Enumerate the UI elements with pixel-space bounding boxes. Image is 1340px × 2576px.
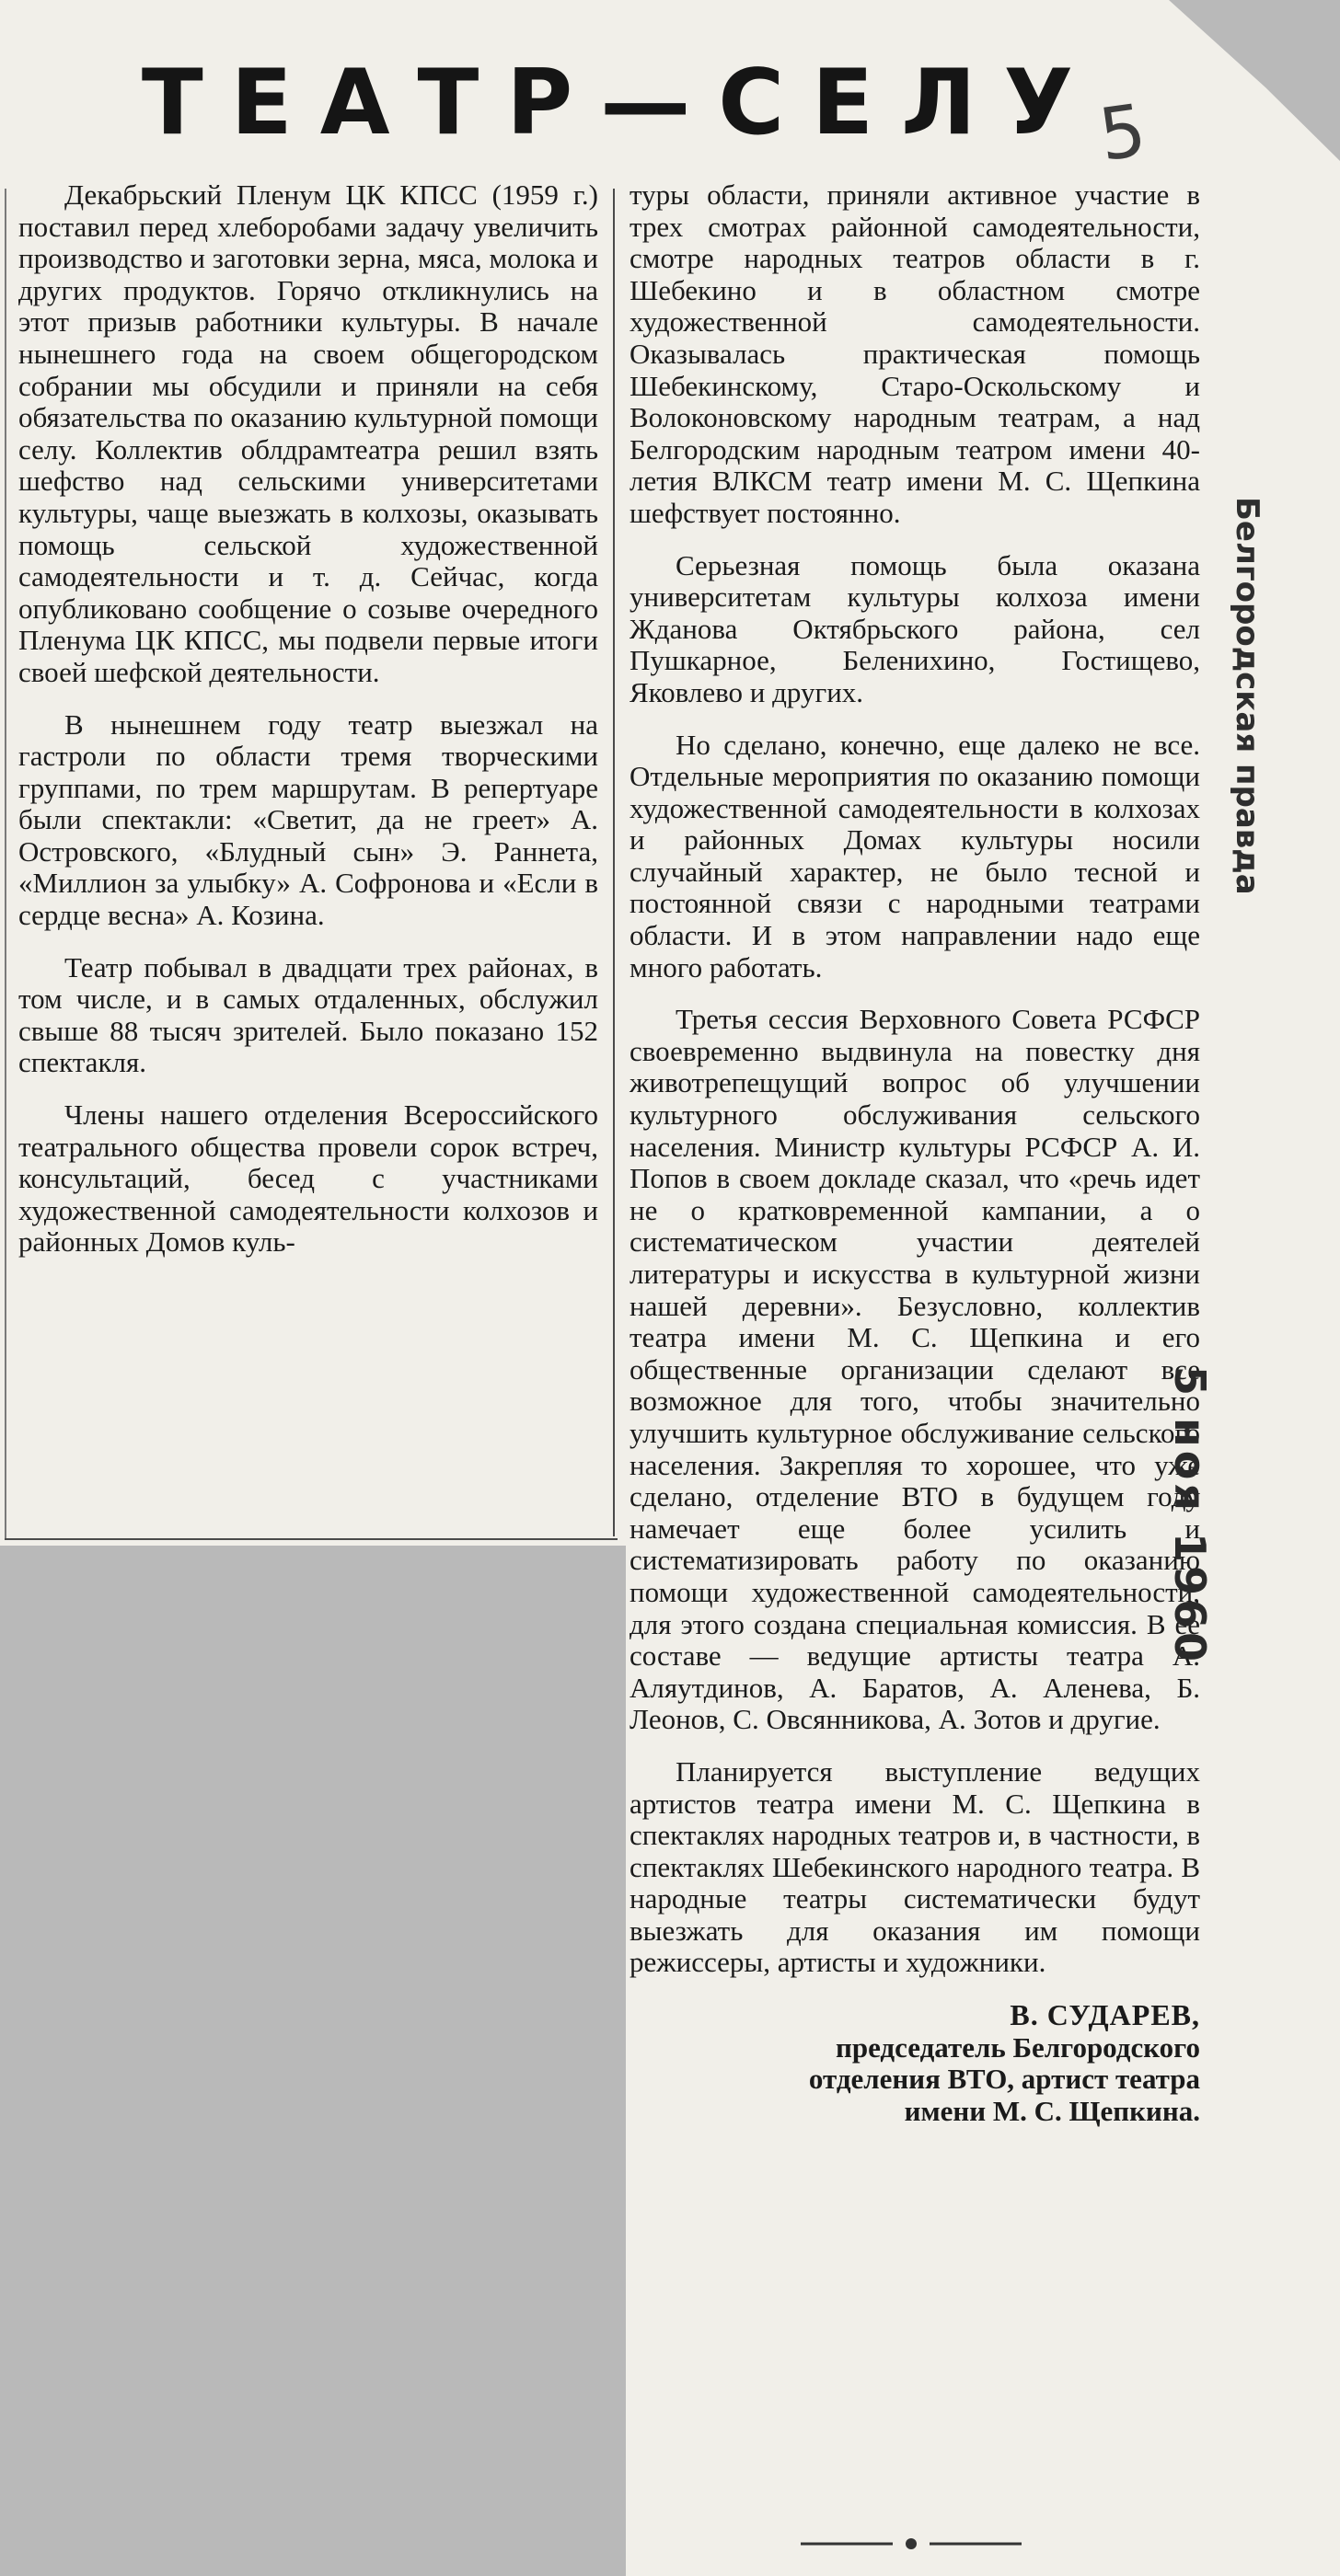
author-role: отделения ВТО, артист театра [808,2063,1200,2096]
author-name: В. СУДАРЕВ, [1010,1998,1200,2032]
paragraph: Декабрьский Пленум ЦК КПСС (1959 г.) поставил перед хлеборобами задачу увеличить производство и заготовки зерна, мяса, молока и других продуктов. Горячо откликнулись на этот призыв работники культуры. В начале нынешнего года на своем общегородском собрании мы обсудили и приняли на себя обязательства по оказанию культурной помощи селу. Коллектив облдрамтеатра решил взять шефство над сельскими университетами культуры, чаще выезжать в колхозы, оказывать помощь сельской художественной самодеятельности и т. д. Сейчас, когда опубликовано сообщение о созыве очередного Пленума ЦК КПСС, мы подвели первые итоги своей шефской деятельности. [18,178,598,688]
end-ornament-icon [801,2537,1022,2550]
article-right-column [630,179,1200,2127]
paragraph: Члены нашего отделения Всероссийского театрального общества провели сорок встреч, консультаций, бесед с участниками художественной самодеятельности колхозов и районных Домов куль- [18,1098,598,1259]
author-signature [630,1999,1200,2127]
author-role: председатель Белгородского [835,2030,1200,2064]
source-stamp: Белгородская правда [1229,497,1265,895]
author-role: имени М. С. Щепкина. [904,2094,1200,2127]
date-stamp: 5 ноя 1960 [1165,1366,1215,1665]
left-column-bottom-rule [5,1538,618,1540]
paragraph: Но сделано, конечно, еще далеко не все. Отдельные мероприятия по оказанию помощи художественной самодеятельности в колхозах и районных Домах культуры носили случайный характер, не было тесной и постоянной связи с народными театрами области. И в этом направлении надо еще много работать. [630,728,1200,983]
paragraph: Третья сессия Верховного Совета РСФСР своевременно выдвинула на повестку дня животрепещущий вопрос об улучшении культурного обслуживания сельского населения. Министр культуры РСФСР А. И. Попов в своем докладе сказал, что «речь идет не о кратковременной кампании, а о систематическом участии деятелей литературы и искусства в культурной жизни нашей деревни». Безусловно, коллектив театра имени М. С. Щепкина и его общественные организации сделают все возможное для того, чтобы значительно улучшить культурное обслуживание сельского населения. Закрепляя то хорошее, что уже сделано, отделение ВТО в будущем году намечает еще более усилить и систематизировать работу по оказанию помощи художественной самодеятельности, для этого создана специальная комиссия. В ее составе — ведущие артисты театра А. Аляутдинов, А. Баратов, А. Аленева, Б. Леонов, С. Овсянникова, А. Зотов и другие. [630,1003,1200,1736]
paragraph: Серьезная помощь была оказана университетам культуры колхоза имени Жданова Октябрьского района, сел Пушкарное, Беленихино, Гостищево, Яковлево и других. [630,548,1200,708]
paragraph: Планируется выступление ведущих артистов театра имени М. С. Щепкина в спектаклях народных театров и, в частности, в спектаклях Шебекинского народного театра. В народные театры систематически будут выезжать для оказания им помощи режиссеры, артисты и художники. [630,1754,1200,1979]
column-divider [613,189,615,1536]
paragraph: туры области, приняли активное участие в трех смотрах районной самодеятельности, смотре народных театров области в г. Шебекино и в областном смотре художественной самодеятельности. Оказывалась практическая помощь Шебекинскому, Старо-Оскольскому и Волоконовскому народным театрам, а над Белгородским народным театром имени 40-летия ВЛКСМ театр имени М. С. Щепкина шефствует постоянно. [630,178,1200,529]
paragraph: Театр побывал в двадцати трех районах, в том числе, и в самых отдаленных, обслужил свыше 88 тысяч зрителей. Было показано 152 спектакля. [18,950,598,1079]
left-border-rule [5,189,6,1539]
handwritten-page-number: 5 [1093,88,1151,178]
article-left-column [18,179,598,1279]
article-headline: ТЕАТР—СЕЛУ [141,51,1102,155]
paragraph: В нынешнем году театр выезжал на гастроли по области тремя творческими группами, по трем маршрутам. В репертуаре были спектакли: «Светит, да не греет» А. Островского, «Блудный сын» Э. Раннета, «Миллион за улыбку» А. Софронова и «Если в сердце весна» А. Козина. [18,707,598,932]
